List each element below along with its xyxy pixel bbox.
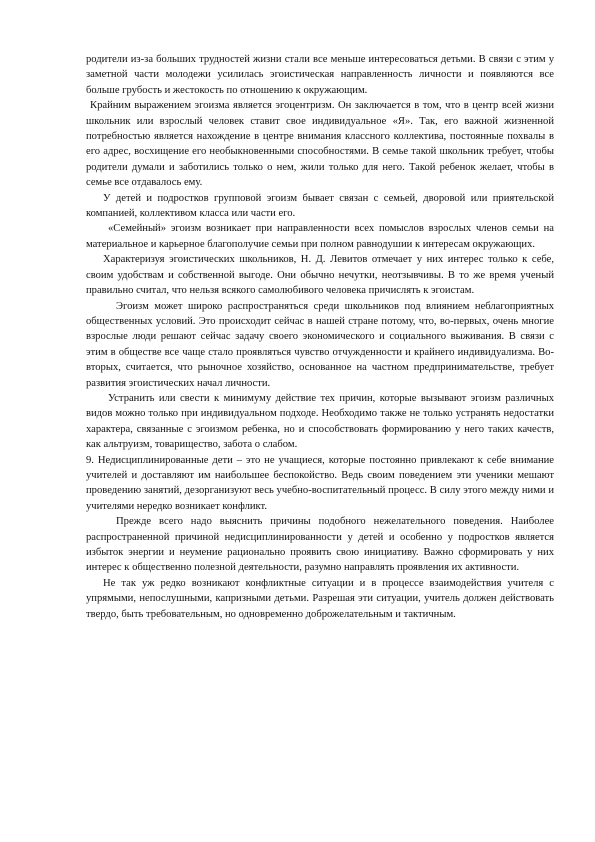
paragraph: Не так уж редко возникают конфликтные ситуации и в процессе взаимодействия учителя с упрямыми, непослушными, капризными детьми. Разрешая эти ситуации, учитель должен действовать твердо, быть требовательным, но одновременно доброжелательным и тактичным. (86, 577, 554, 620)
paragraph: У детей и подростков групповой эгоизм бывает связан с семьей, дворовой или приятельской компанией, коллективом класса или части его. (86, 192, 554, 220)
paragraph: Прежде всего надо выяснить причины подобного нежелательного поведения. Наиболее распространенной причиной недисциплинированности у детей и особенно у подростков является избыток энергии и неумение рационально проявить свою инициативу. Важно сформировать у них интерес к общественно полезной деятельности, разумно направлять проявления их активности. (86, 516, 554, 574)
paragraph: Крайним выражением эгоизма является эгоцентризм. Он заключается в том, что в центр всей жизни школьник или взрослый человек ставит свое индивидуальное «Я». Так, его важной жизненной потребностью является нахождение в центре внимания классного коллектива, постоянные похвалы в его адрес, восхищение его необыкновенными способностями. В семье такой школьник требует, чтобы родители думали и заботились только о нем, жили только для него. Такой ребенок желает, чтобы в семье все отдавалось ему. (86, 100, 554, 189)
paragraph: «Семейный» эгоизм возникает при направленности всех помыслов взрослых членов семьи на материальное и карьерное благополучие семьи при полном равнодушии к интересам окружающих. (86, 223, 554, 250)
paragraph: Эгоизм может широко распространяться среди школьников под влиянием неблагоприятных общественных условий. Это происходит сейчас в нашей стране потому, что, во-первых, очень многие взрослые люди решают сейчас задачу своего экономического и социального выживания. В связи с этим в обществе все чаще стало проявляться чувство отчужденности и крайнего индивидуализма. Во-вторых, считается, что рыночное хозяйство, основанное на частном предпринимательстве, требует развития эгоистических начал личности. (86, 300, 554, 389)
paragraph: родители из-за больших трудностей жизни стали все меньше интересоваться детьми. В связи с этим у заметной части молодежи усилилась эгоистическая направленность личности и появляются все больше грубость и жестокость по отношению к окружающим. (86, 54, 554, 96)
paragraph: Характеризуя эгоистических школьников, Н. Д. Левитов отмечает у них интерес только к себе, своим удобствам и собственной выгоде. Они обычно нечутки, неотзывчивы. В то же время ученый правильно считал, что нельзя всякого самолюбивого человека причислять к эгоистам. (86, 254, 554, 297)
document-page (86, 52, 554, 622)
paragraph: 9. Недисциплинированные дети – это не учащиеся, которые постоянно привлекают к себе внимание учителей и доставляют им наибольшее беспокойство. Ведь своим поведением эти ученики мешают проведению занятий, дезорганизуют весь учебно-воспитательный процесс. В силу этого между ними и учителями нередко возникает конфликт. (86, 454, 554, 512)
paragraph: Устранить или свести к минимуму действие тех причин, которые вызывают эгоизм различных видов можно только при индивидуальном подходе. Необходимо также не только устранять недостатки характера, связанные с эгоизмом ребенка, но и способствовать формированию у него таких качеств, как альтруизм, товарищество, забота о слабом. (86, 392, 554, 451)
